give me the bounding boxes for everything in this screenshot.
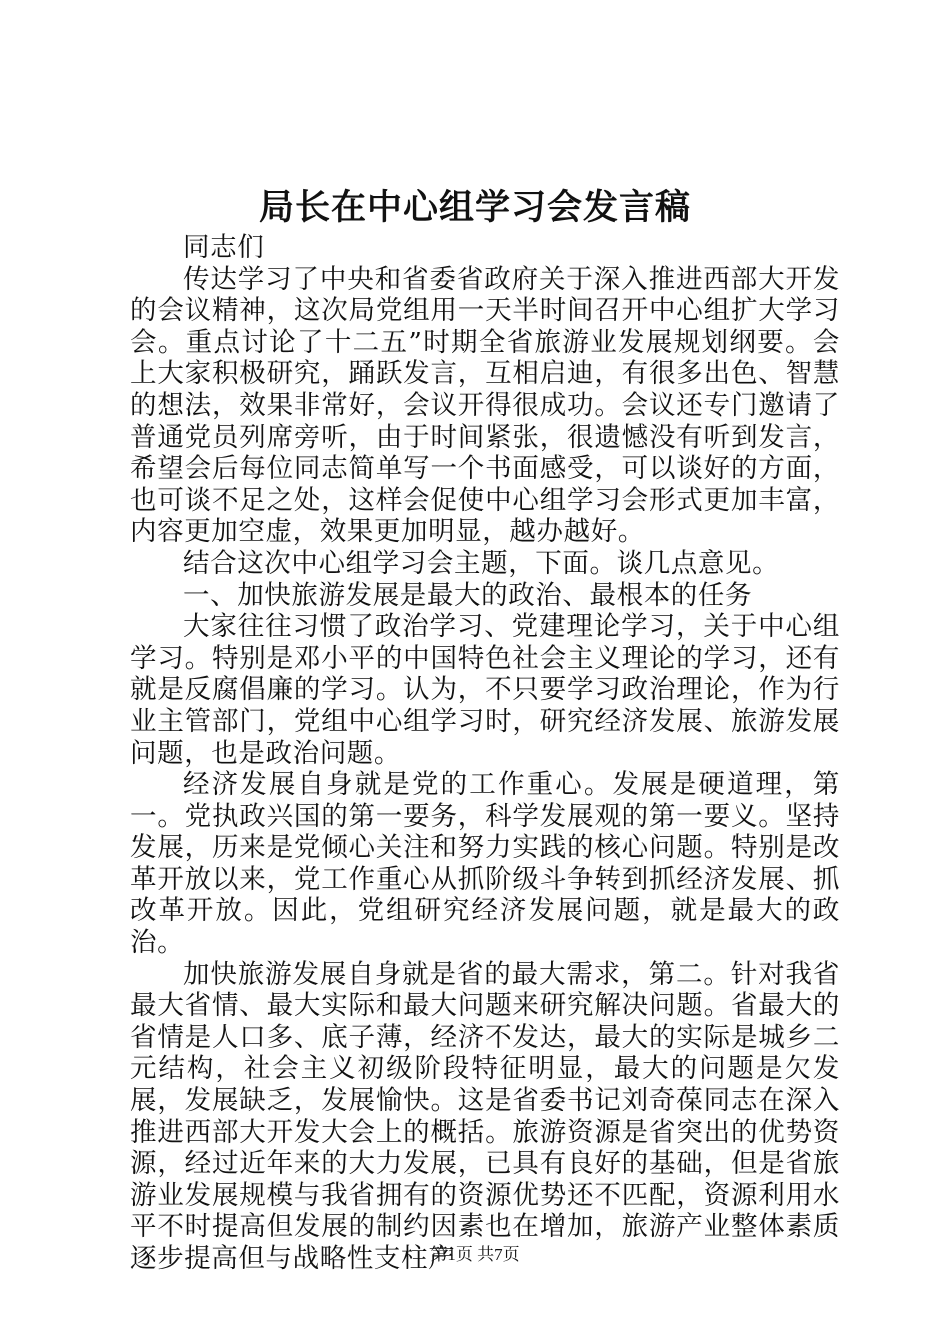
document-body xyxy=(130,232,840,1275)
document-title: 局长在中心组学习会发言稿 xyxy=(258,187,691,228)
paragraph: 传达学习了中央和省委省政府关于深入推进西部大开发的会议精神，这次局党组用一天半时间召开中心组扩大学习会。重点讨论了十二五”时期全省旅游业发展规划纲要。会上大家积极研究，踊跃发言，互相启迪，有很多出色、智慧的想法，效果非常好，会议开得很成功。会议还专门邀请了普通党员列席旁听，由于时间紧张，很遗憾没有听到发言，希望会后每位同志简单写一个书面感受，可以谈好的方面，也可谈不足之处，这样会促使中心组学习会形式更加丰富，内容更加空虚，效果更加明显，越办越好。 xyxy=(130,263,840,548)
paragraph: 结合这次中心组学习会主题，下面。谈几点意见。 xyxy=(183,547,780,579)
paragraph: 大家往往习惯了政治学习、党建理论学习，关于中心组学习。特别是邓小平的中国特色社会主义理论的学习，还有就是反腐倡廉的学习。认为，不只要学习政治理论，作为行业主管部门，党组中心组学习时，研究经济发展、旅游发展问题，也是政治问题。 xyxy=(130,611,840,769)
section-heading: 一、加快旅游发展是最大的政治、最根本的任务 xyxy=(183,579,753,611)
page-footer: 第1页 共7页 xyxy=(430,1245,520,1264)
paragraph-salutation: 同志们 xyxy=(183,232,265,263)
paragraph: 经济发展自身就是党的工作重心。发展是硬道理，第一。党执政兴国的第一要务，科学发展观的第一要义。坚持发展，历来是党倾心关注和努力实践的核心问题。特别是改革开放以来，党工作重心从抓阶级斗争转到抓经济发展、抓改革开放。因此，党组研究经济发展问题，就是最大的政治。 xyxy=(130,769,840,959)
paragraph: 加快旅游发展自身就是省的最大需求，第二。针对我省最大省情、最大实际和最大问题来研究解决问题。省最大的省情是人口多、底子薄，经济不发达，最大的实际是城乡二元结构，社会主义初级阶段特征明显，最大的问题是欠发展，发展缺乏，发展愉快。这是省委书记刘奇葆同志在深入推进西部大开发大会上的概括。旅游资源是省突出的优势资源，经过近年来的大力发展，已具有良好的基础，但是省旅游业发展规模与我省拥有的资源优势还不匹配，资源利用水平不时提高但发展的制约因素也在增加，旅游产业整体素质逐步提高但与战略性支柱产 xyxy=(130,958,840,1274)
